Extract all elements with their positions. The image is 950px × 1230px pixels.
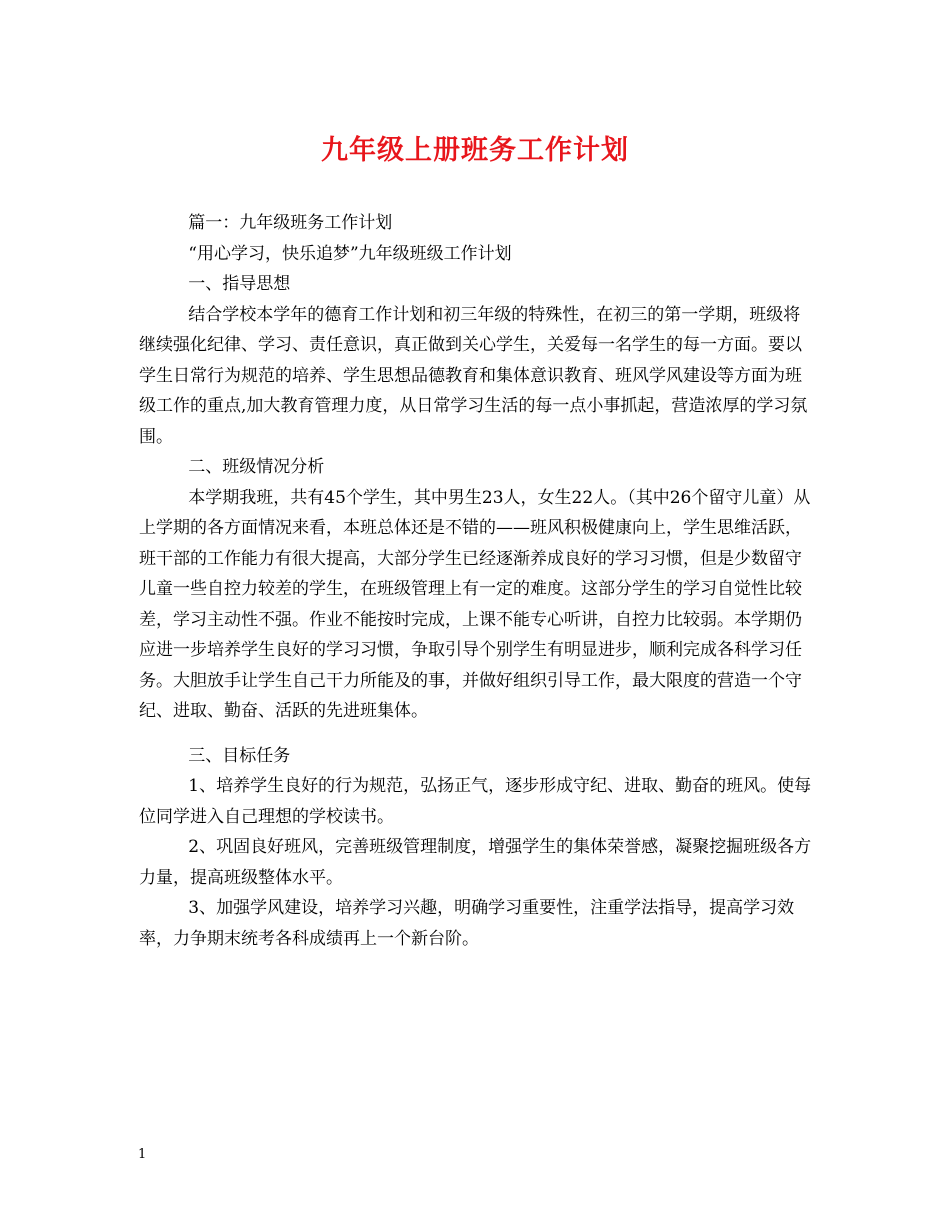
goal-item-1: 1、培养学生良好的行为规范，弘扬正气，逐步形成守纪、进取、勤奋的班风。使每位同学进入自己理想的学校读书。 [139,776,812,827]
goal-item-2: 2、巩固良好班风，完善班级管理制度，增强学生的集体荣誉感，凝聚挖掘班级各方力量，提高班级整体水平。 [139,837,812,888]
section-heading-guiding: 一、指导思想 [188,274,291,294]
paragraph-analysis: 本学期我班，共有45个学生，其中男生23人，女生22人。（其中26个留守儿童）从上学期的各方面情况来看，本班总体还是不错的——班风积极健康向上，学生思维活跃，班干部的工作能力有很大提高，大部分学生已经逐渐养成良好的学习习惯，但是少数留守儿童一些自控力较差的学生，在班级管理上有一定的难度。这部分学生的学习自觉性比较差，学习主动性不强。作业不能按时完成，上课不能专心听讲，自控力比较弱。本学期仍应进一步培养学生良好的学习习惯，争取引导个别学生有明显进步，顺利完成各科学习任务。大胆放手让学生自己干力所能及的事，并做好组织引导工作，最大限度的营造一个守纪、进取、勤奋、活跃的先进班集体。 [139,487,811,721]
paragraph-guiding: 结合学校本学年的德育工作计划和初三年级的特殊性，在初三的第一学期，班级将继续强化纪律、学习、责任意识，真正做到关心学生，关爱每一名学生的每一方面。要以学生日常行为规范的培养、学生思想品德教育和集体意识教育、班风学风建设等方面为班级工作的重点,加大教育管理力度，从日常学习生活的每一点小事抓起，营造浓厚的学习氛围。 [139,304,808,447]
section-heading-analysis: 二、班级情况分析 [188,457,325,477]
section-heading-goals: 三、目标任务 [188,745,291,766]
document-body [139,208,815,954]
plan-subtitle: “用心学习，快乐追梦”九年级班级工作计划 [188,243,512,264]
page-number: 1 [138,1147,147,1162]
goal-item-3: 3、加强学风建设，培养学习兴趣，明确学习重要性，注重学法指导，提高学习效率，力争期末统考各科成绩再上一个新台阶。 [139,898,795,949]
chapter-heading: 篇一：九年级班务工作计划 [188,213,393,233]
document-title: 九年级上册班务工作计划 [321,135,629,166]
